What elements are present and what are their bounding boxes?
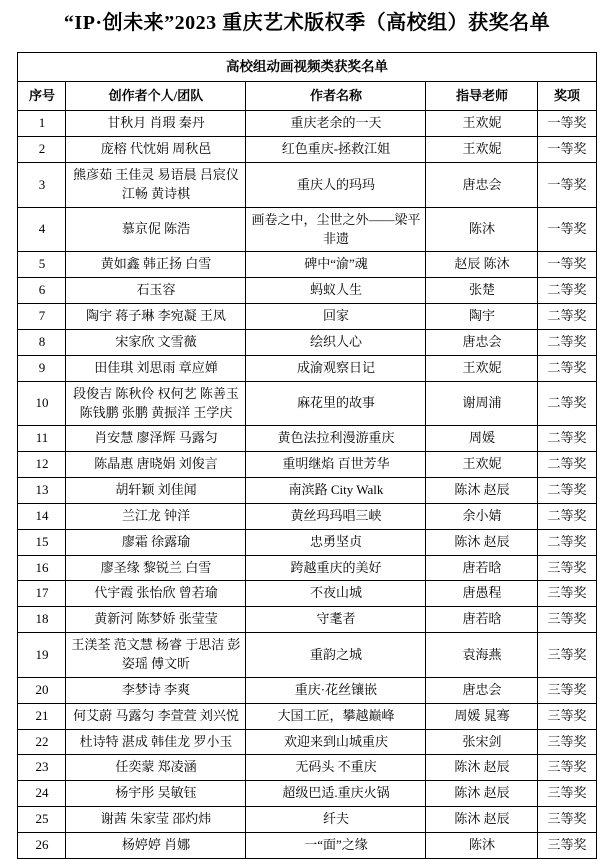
work-title-cell: 欢迎来到山城重庆	[246, 729, 426, 755]
award-cell: 一等奖	[538, 207, 596, 252]
row-number-cell: 23	[18, 755, 66, 781]
creators-cell: 熊彦茹 王佳灵 易语晨 吕宸仪 江畅 黄诗棋	[66, 163, 246, 208]
advisor-cell: 张楚	[426, 278, 538, 304]
award-cell: 一等奖	[538, 111, 596, 137]
page-title: “IP·创未来”2023 重庆艺术版权季（高校组）获奖名单	[63, 12, 551, 34]
row-number-cell: 11	[18, 426, 66, 452]
table-row	[18, 252, 596, 278]
table-row	[18, 781, 596, 807]
creators-cell: 兰江龙 钟洋	[66, 503, 246, 529]
award-cell: 二等奖	[538, 478, 596, 504]
award-cell: 一等奖	[538, 137, 596, 163]
creators-cell: 田佳琪 刘思雨 章应婵	[66, 355, 246, 381]
advisor-cell: 谢周浦	[426, 381, 538, 426]
work-title-cell: 回家	[246, 304, 426, 330]
work-title-cell: 成渝观察日记	[246, 355, 426, 381]
table-row	[18, 163, 596, 208]
column-header-creators: 创作者个人/团队	[66, 81, 246, 111]
row-number-cell: 25	[18, 807, 66, 833]
row-number-cell: 26	[18, 832, 66, 858]
creators-cell: 王渼荃 范文慧 杨睿 于思洁 彭姿瑶 傅文昕	[66, 633, 246, 678]
award-cell: 三等奖	[538, 607, 596, 633]
award-cell: 三等奖	[538, 807, 596, 833]
award-cell: 二等奖	[538, 304, 596, 330]
work-title-cell: 重庆人的玛玛	[246, 163, 426, 208]
table-header-row	[18, 81, 596, 111]
award-cell: 二等奖	[538, 330, 596, 356]
award-cell: 三等奖	[538, 633, 596, 678]
table-row	[18, 607, 596, 633]
work-title-cell: 一“面”之缘	[246, 832, 426, 858]
creators-cell: 代宇霞 张怡欣 曾若瑜	[66, 581, 246, 607]
creators-cell: 甘秋月 肖瑕 秦丹	[66, 111, 246, 137]
creators-cell: 廖霜 徐露瑜	[66, 529, 246, 555]
creators-cell: 庞榕 代忱娟 周秋邑	[66, 137, 246, 163]
work-title-cell: 跨越重庆的美好	[246, 555, 426, 581]
table-row	[18, 207, 596, 252]
table-row	[18, 278, 596, 304]
work-title-cell: 大国工匠，攀越巅峰	[246, 703, 426, 729]
award-cell: 二等奖	[538, 452, 596, 478]
award-cell: 二等奖	[538, 278, 596, 304]
row-number-cell: 2	[18, 137, 66, 163]
row-number-cell: 5	[18, 252, 66, 278]
award-cell: 二等奖	[538, 426, 596, 452]
work-title-cell: 不夜山城	[246, 581, 426, 607]
table-row	[18, 703, 596, 729]
table-row	[18, 355, 596, 381]
row-number-cell: 19	[18, 633, 66, 678]
row-number-cell: 8	[18, 330, 66, 356]
creators-cell: 廖圣缘 黎锐兰 白雪	[66, 555, 246, 581]
table-row	[18, 555, 596, 581]
table-row	[18, 381, 596, 426]
creators-cell: 段俊吉 陈秋伶 权何艺 陈善玉 陈钱鹏 张鹏 黄振洋 王学庆	[66, 381, 246, 426]
award-cell: 三等奖	[538, 581, 596, 607]
advisor-cell: 陈沐	[426, 832, 538, 858]
advisor-cell: 唐若晗	[426, 555, 538, 581]
advisor-cell: 王欢妮	[426, 137, 538, 163]
table-row	[18, 755, 596, 781]
creators-cell: 杜诗特 湛成 韩佳龙 罗小玉	[66, 729, 246, 755]
award-cell: 三等奖	[538, 555, 596, 581]
creators-cell: 杨婷婷 肖娜	[66, 832, 246, 858]
creators-cell: 谢茜 朱家莹 邵灼炜	[66, 807, 246, 833]
advisor-cell: 唐忠会	[426, 677, 538, 703]
table-body	[18, 111, 596, 858]
row-number-cell: 20	[18, 677, 66, 703]
row-number-cell: 7	[18, 304, 66, 330]
table-head	[18, 53, 596, 111]
advisor-cell: 唐忠会	[426, 330, 538, 356]
advisor-cell: 唐忠会	[426, 163, 538, 208]
advisor-cell: 余小婧	[426, 503, 538, 529]
work-title-cell: 忠勇坚贞	[246, 529, 426, 555]
work-title-cell: 画卷之中，尘世之外——梁平非遗	[246, 207, 426, 252]
column-header-work-title: 作者名称	[246, 81, 426, 111]
row-number-cell: 15	[18, 529, 66, 555]
row-number-cell: 21	[18, 703, 66, 729]
creators-cell: 陶宇 蒋子琳 李宛凝 王凤	[66, 304, 246, 330]
advisor-cell: 陈沐 赵辰	[426, 807, 538, 833]
creators-cell: 慕京伲 陈浩	[66, 207, 246, 252]
table-row	[18, 832, 596, 858]
table-row	[18, 304, 596, 330]
table-row	[18, 426, 596, 452]
advisor-cell: 陈沐 赵辰	[426, 781, 538, 807]
creators-cell: 宋家欣 文雪薇	[66, 330, 246, 356]
column-header-award: 奖项	[538, 81, 596, 111]
work-title-cell: 麻花里的故事	[246, 381, 426, 426]
award-cell: 三等奖	[538, 755, 596, 781]
award-cell: 三等奖	[538, 781, 596, 807]
award-cell: 一等奖	[538, 252, 596, 278]
table-row	[18, 677, 596, 703]
award-table	[17, 52, 596, 859]
award-cell: 一等奖	[538, 163, 596, 208]
advisor-cell: 唐愚程	[426, 581, 538, 607]
row-number-cell: 18	[18, 607, 66, 633]
advisor-cell: 赵辰 陈沐	[426, 252, 538, 278]
work-title-cell: 重明继焰 百世芳华	[246, 452, 426, 478]
creators-cell: 胡轩颖 刘佳闻	[66, 478, 246, 504]
row-number-cell: 14	[18, 503, 66, 529]
table-row	[18, 807, 596, 833]
table-row	[18, 633, 596, 678]
advisor-cell: 陈沐 赵辰	[426, 478, 538, 504]
award-cell: 三等奖	[538, 832, 596, 858]
award-cell: 三等奖	[538, 729, 596, 755]
award-cell: 二等奖	[538, 529, 596, 555]
row-number-cell: 1	[18, 111, 66, 137]
award-cell: 三等奖	[538, 703, 596, 729]
work-title-cell: 重庆老余的一天	[246, 111, 426, 137]
work-title-cell: 无码头 不重庆	[246, 755, 426, 781]
row-number-cell: 16	[18, 555, 66, 581]
work-title-cell: 重韵之城	[246, 633, 426, 678]
award-cell: 二等奖	[538, 355, 596, 381]
work-title-cell: 纤夫	[246, 807, 426, 833]
work-title-cell: 绘织人心	[246, 330, 426, 356]
table-row	[18, 137, 596, 163]
advisor-cell: 周媛	[426, 426, 538, 452]
table-row	[18, 478, 596, 504]
advisor-cell: 张宋剑	[426, 729, 538, 755]
table-row	[18, 581, 596, 607]
row-number-cell: 24	[18, 781, 66, 807]
table-row	[18, 330, 596, 356]
advisor-cell: 唐若晗	[426, 607, 538, 633]
row-number-cell: 17	[18, 581, 66, 607]
row-number-cell: 4	[18, 207, 66, 252]
advisor-cell: 陈沐	[426, 207, 538, 252]
table-row	[18, 529, 596, 555]
award-cell: 二等奖	[538, 503, 596, 529]
table-row	[18, 452, 596, 478]
advisor-cell: 袁海燕	[426, 633, 538, 678]
advisor-cell: 周媛 晁骞	[426, 703, 538, 729]
creators-cell: 黄如鑫 韩正扬 白雪	[66, 252, 246, 278]
work-title-cell: 南滨路 City Walk	[246, 478, 426, 504]
row-number-cell: 22	[18, 729, 66, 755]
row-number-cell: 13	[18, 478, 66, 504]
creators-cell: 黄新河 陈梦娇 张莹莹	[66, 607, 246, 633]
work-title-cell: 碑中“渝”魂	[246, 252, 426, 278]
work-title-cell: 超级巴适.重庆火锅	[246, 781, 426, 807]
work-title-cell: 红色重庆-拯救江姐	[246, 137, 426, 163]
table-row	[18, 111, 596, 137]
table-caption-row	[18, 53, 596, 82]
column-header-index: 序号	[18, 81, 66, 111]
row-number-cell: 10	[18, 381, 66, 426]
advisor-cell: 王欢妮	[426, 452, 538, 478]
row-number-cell: 12	[18, 452, 66, 478]
work-title-cell: 黄丝玛玛唱三峡	[246, 503, 426, 529]
advisor-cell: 陈沐 赵辰	[426, 755, 538, 781]
column-header-advisor: 指导老师	[426, 81, 538, 111]
creators-cell: 肖安慧 廖泽辉 马露匀	[66, 426, 246, 452]
advisor-cell: 王欢妮	[426, 355, 538, 381]
work-title-cell: 蚂蚁人生	[246, 278, 426, 304]
work-title-cell: 重庆·花丝镶嵌	[246, 677, 426, 703]
creators-cell: 任奕蒙 郑凌涵	[66, 755, 246, 781]
table-row	[18, 729, 596, 755]
advisor-cell: 王欢妮	[426, 111, 538, 137]
creators-cell: 杨宇彤 吴敏钰	[66, 781, 246, 807]
work-title-cell: 守耄者	[246, 607, 426, 633]
advisor-cell: 陈沐 赵辰	[426, 529, 538, 555]
row-number-cell: 6	[18, 278, 66, 304]
table-row	[18, 503, 596, 529]
award-cell: 三等奖	[538, 677, 596, 703]
row-number-cell: 9	[18, 355, 66, 381]
creators-cell: 何艾蔚 马露匀 李萱萱 刘兴悦	[66, 703, 246, 729]
award-cell: 二等奖	[538, 381, 596, 426]
table-caption: 高校组动画视频类获奖名单	[18, 53, 596, 82]
creators-cell: 石玉容	[66, 278, 246, 304]
row-number-cell: 3	[18, 163, 66, 208]
creators-cell: 李梦诗 李爽	[66, 677, 246, 703]
work-title-cell: 黄色法拉利漫游重庆	[246, 426, 426, 452]
advisor-cell: 陶宇	[426, 304, 538, 330]
creators-cell: 陈晶惠 唐晓娟 刘俊言	[66, 452, 246, 478]
